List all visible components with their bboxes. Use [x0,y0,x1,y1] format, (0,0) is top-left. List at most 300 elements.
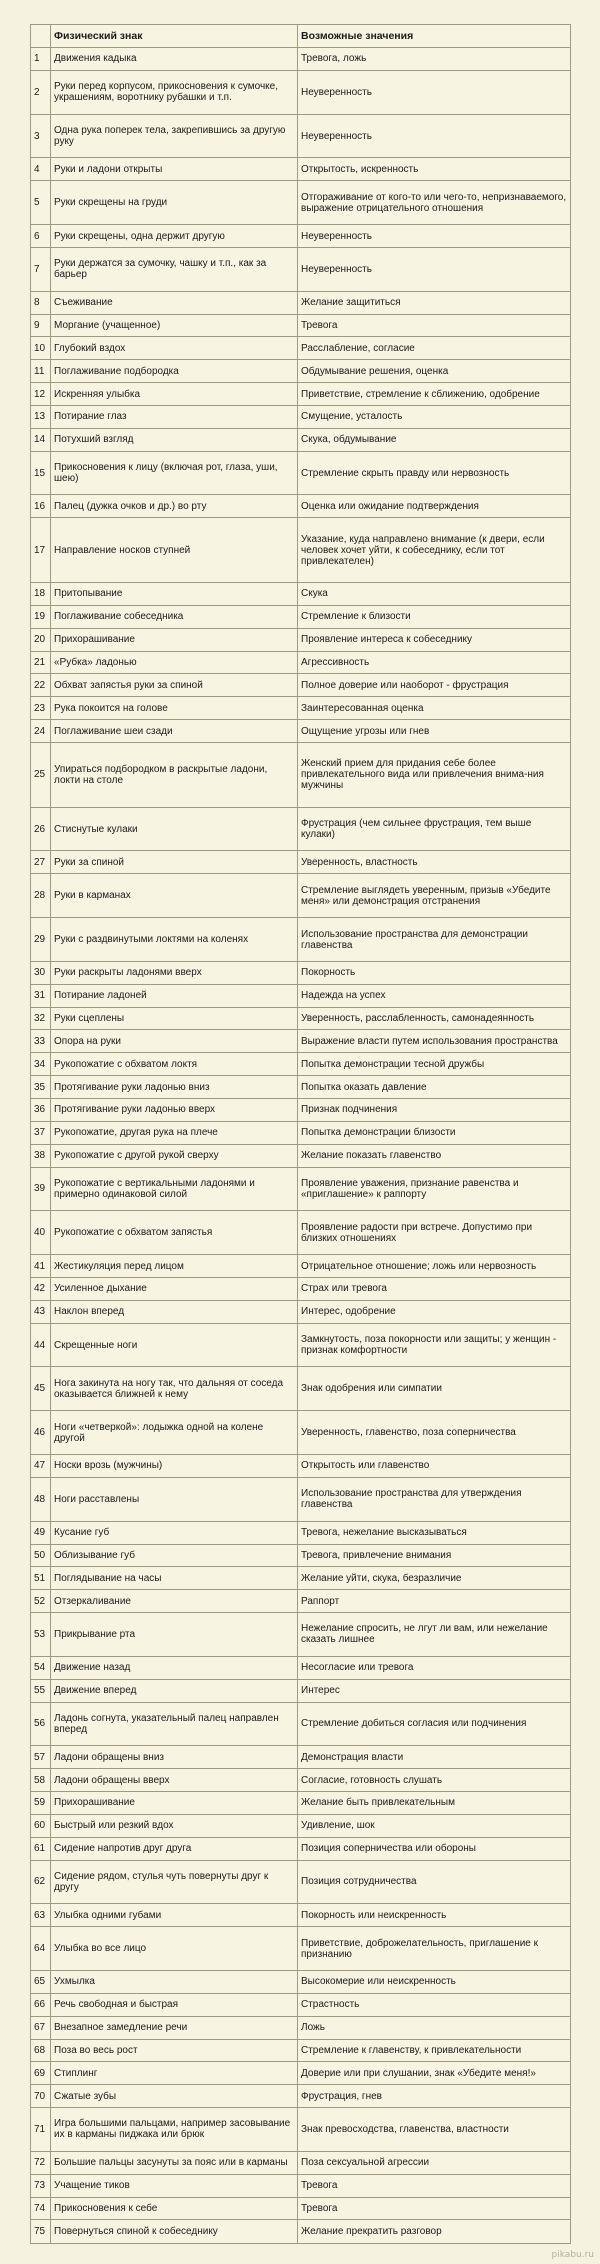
row-number: 20 [31,628,51,651]
table-row [31,1255,571,1278]
row-number: 4 [31,158,51,181]
table-row [31,1860,571,1904]
physical-sign-cell: Игра большими пальцами, например засовывание их в карманы пиджака или брюк [51,2108,298,2152]
physical-sign-cell: Сжатые зубы [51,2085,298,2108]
physical-sign-cell: «Рубка» ладонью [51,651,298,674]
possible-meaning-cell: Страх или тревога [298,1277,571,1300]
physical-sign-cell: Внезапное замедление речи [51,2016,298,2039]
possible-meaning-cell: Ощущение угрозы или гнев [298,720,571,743]
physical-sign-cell: Речь свободная и быстрая [51,1993,298,2016]
physical-sign-cell: Прихорашивание [51,1792,298,1815]
row-number: 14 [31,428,51,451]
row-number: 28 [31,874,51,918]
possible-meaning-cell: Желание показать главенство [298,1144,571,1167]
possible-meaning-cell: Агрессивность [298,651,571,674]
row-number: 8 [31,291,51,314]
table-row [31,2197,571,2220]
physical-sign-cell: Ухмылка [51,1970,298,1993]
row-number: 9 [31,314,51,337]
row-number: 44 [31,1323,51,1367]
row-number: 35 [31,1076,51,1099]
possible-meaning-cell: Тревога [298,2197,571,2220]
row-number: 40 [31,1211,51,1255]
table-row [31,1769,571,1792]
table-row [31,314,571,337]
physical-sign-cell: Движение назад [51,1656,298,1679]
possible-meaning-cell: Попытка демонстрации близости [298,1121,571,1144]
physical-sign-cell: Руки держатся за сумочку, чашку и т.п., как за барьер [51,247,298,291]
row-number: 70 [31,2085,51,2108]
table-row [31,70,571,114]
table-row [31,583,571,606]
possible-meaning-cell: Использование пространства для демонстрации главенства [298,918,571,962]
physical-sign-cell: Глубокий вздох [51,337,298,360]
physical-sign-cell: Руки за спиной [51,851,298,874]
row-number: 58 [31,1769,51,1792]
table-row [31,2220,571,2244]
row-number: 24 [31,720,51,743]
physical-sign-cell: Рукопожатие с вертикальными ладонями и примерно одинаковой силой [51,1167,298,1211]
possible-meaning-cell: Позиция соперничества или обороны [298,1837,571,1860]
table-row [31,1746,571,1769]
table-row [31,1993,571,2016]
table-row [31,1076,571,1099]
table-row [31,742,571,807]
table-row [31,1030,571,1053]
physical-sign-cell: Рука покоится на голове [51,697,298,720]
physical-sign-cell: Движение вперед [51,1679,298,1702]
table-row [31,1590,571,1613]
possible-meaning-cell: Скука, обдумывание [298,428,571,451]
table-row [31,518,571,583]
physical-sign-cell: Нога закинута на ногу так, что дальняя от соседа оказывается ближней к нему [51,1367,298,1411]
physical-sign-cell: Носки врозь (мужчины) [51,1455,298,1478]
possible-meaning-cell: Нежелание спросить, не лгут ли вам, или нежелание сказать лишнее [298,1613,571,1657]
table-row [31,1567,571,1590]
table-row [31,1970,571,1993]
possible-meaning-cell: Поза сексуальной агрессии [298,2151,571,2174]
possible-meaning-cell: Отгораживание от кого-то или чего-то, непризнаваемого, выражение отрицательного отношения [298,181,571,225]
row-number: 38 [31,1144,51,1167]
table-row [31,1927,571,1971]
row-number: 10 [31,337,51,360]
physical-sign-cell: Стиплинг [51,2062,298,2085]
table-row [31,1613,571,1657]
row-number: 37 [31,1121,51,1144]
possible-meaning-cell: Желание прекратить разговор [298,2220,571,2244]
table-row [31,1656,571,1679]
table-row [31,1277,571,1300]
physical-sign-cell: Прихорашивание [51,628,298,651]
table-row [31,1211,571,1255]
possible-meaning-cell: Покорность [298,961,571,984]
row-number: 49 [31,1521,51,1544]
physical-sign-cell: Ладони обращены вниз [51,1746,298,1769]
table-row [31,807,571,851]
physical-sign-cell: Руки в карманах [51,874,298,918]
physical-sign-cell: Упираться подбородком в раскрытые ладони, локти на столе [51,742,298,807]
physical-sign-cell: Моргание (учащенное) [51,314,298,337]
row-number: 12 [31,383,51,406]
row-number: 57 [31,1746,51,1769]
row-number: 27 [31,851,51,874]
physical-sign-cell: Направление носков ступней [51,518,298,583]
possible-meaning-cell: Стремление скрыть правду или нервозность [298,451,571,495]
table-row [31,628,571,651]
possible-meaning-cell: Попытка оказать давление [298,1076,571,1099]
possible-meaning-cell: Неуверенность [298,70,571,114]
physical-sign-cell: Руки сцеплены [51,1007,298,1030]
possible-meaning-cell: Неуверенность [298,114,571,158]
row-number: 17 [31,518,51,583]
row-number: 64 [31,1927,51,1971]
possible-meaning-cell: Замкнутость, поза покорности или защиты; у женщин - признак комфортности [298,1323,571,1367]
physical-sign-cell: Рукопожатие с обхватом запястья [51,1211,298,1255]
table-row [31,2085,571,2108]
row-number: 2 [31,70,51,114]
row-number: 50 [31,1544,51,1567]
site-watermark: pikabu.ru [551,2250,594,2260]
table-row [31,1367,571,1411]
possible-meaning-cell: Желание защититься [298,291,571,314]
possible-meaning-cell: Стремление к близости [298,605,571,628]
row-number: 73 [31,2174,51,2197]
table-row [31,1455,571,1478]
possible-meaning-cell: Ложь [298,2016,571,2039]
possible-meaning-cell: Указание, куда направлено внимание (к двери, если человек хочет уйти, к собеседнику, если тот привлекателен) [298,518,571,583]
table-row [31,961,571,984]
possible-meaning-cell: Проявление радости при встрече. Допустимо при близких отношениях [298,1211,571,1255]
possible-meaning-cell: Обдумывание решения, оценка [298,360,571,383]
physical-sign-cell: Прикрывание рта [51,1613,298,1657]
table-row [31,1300,571,1323]
possible-meaning-cell: Неуверенность [298,247,571,291]
row-number: 1 [31,48,51,71]
possible-meaning-cell: Уверенность, властность [298,851,571,874]
physical-sign-cell: Наклон вперед [51,1300,298,1323]
possible-meaning-cell: Тревога, нежелание высказываться [298,1521,571,1544]
possible-meaning-cell: Признак подчинения [298,1098,571,1121]
physical-sign-cell: Руки и ладони открыты [51,158,298,181]
table-row [31,874,571,918]
possible-meaning-cell: Оценка или ожидание подтверждения [298,495,571,518]
table-row [31,360,571,383]
physical-sign-cell: Рукопожатие с обхватом локтя [51,1053,298,1076]
row-number: 56 [31,1702,51,1746]
possible-meaning-cell: Стремление добиться согласия или подчинения [298,1702,571,1746]
physical-sign-cell: Руки перед корпусом, прикосновения к сумочке, украшениям, воротнику рубашки и т.п. [51,70,298,114]
possible-meaning-cell: Демонстрация власти [298,1746,571,1769]
possible-meaning-cell: Выражение власти путем использования пространства [298,1030,571,1053]
table-row [31,984,571,1007]
physical-sign-cell: Руки скрещены на груди [51,181,298,225]
table-row [31,851,571,874]
possible-meaning-cell: Знак превосходства, главенства, властности [298,2108,571,2152]
row-number: 45 [31,1367,51,1411]
physical-sign-cell: Поглаживание собеседника [51,605,298,628]
row-number: 60 [31,1814,51,1837]
physical-sign-cell: Поза во весь рост [51,2039,298,2062]
row-number: 66 [31,1993,51,2016]
row-number: 33 [31,1030,51,1053]
physical-sign-cell: Протягивание руки ладонью вверх [51,1098,298,1121]
table-row [31,2151,571,2174]
table-row [31,1007,571,1030]
physical-sign-cell: Одна рука поперек тела, закрепившись за другую руку [51,114,298,158]
physical-sign-cell: Поглядывание на часы [51,1567,298,1590]
row-number: 7 [31,247,51,291]
table-row [31,1098,571,1121]
possible-meaning-cell: Удивление, шок [298,1814,571,1837]
physical-sign-cell: Руки с раздвинутыми локтями на коленях [51,918,298,962]
possible-meaning-cell: Расслабление, согласие [298,337,571,360]
row-number: 43 [31,1300,51,1323]
table-row [31,1837,571,1860]
possible-meaning-cell: Согласие, готовность слушать [298,1769,571,1792]
physical-sign-cell: Движения кадыка [51,48,298,71]
physical-sign-cell: Рукопожатие, другая рука на плече [51,1121,298,1144]
possible-meaning-cell: Заинтересованная оценка [298,697,571,720]
table-row [31,2016,571,2039]
possible-meaning-cell: Позиция сотрудничества [298,1860,571,1904]
possible-meaning-cell: Знак одобрения или симпатии [298,1367,571,1411]
row-number: 34 [31,1053,51,1076]
row-number: 51 [31,1567,51,1590]
possible-meaning-cell: Высокомерие или неискренность [298,1970,571,1993]
physical-sign-cell: Сидение рядом, стулья чуть повернуты друг к другу [51,1860,298,1904]
row-number: 54 [31,1656,51,1679]
physical-sign-cell: Руки раскрыты ладонями вверх [51,961,298,984]
row-number: 67 [31,2016,51,2039]
row-number: 18 [31,583,51,606]
physical-sign-cell: Скрещенные ноги [51,1323,298,1367]
table-row [31,674,571,697]
row-number: 23 [31,697,51,720]
possible-meaning-cell: Несогласие или тревога [298,1656,571,1679]
physical-sign-cell: Ноги расставлены [51,1477,298,1521]
possible-meaning-cell: Фрустрация (чем сильнее фрустрация, тем выше кулаки) [298,807,571,851]
table-row [31,2062,571,2085]
physical-sign-cell: Сидение напротив друг друга [51,1837,298,1860]
row-number: 31 [31,984,51,1007]
row-number: 63 [31,1904,51,1927]
header-number [31,25,51,48]
body-language-table [30,24,571,2244]
physical-sign-cell: Протягивание руки ладонью вниз [51,1076,298,1099]
possible-meaning-cell: Уверенность, расслабленность, самонадеянность [298,1007,571,1030]
table-row [31,918,571,962]
physical-sign-cell: Притопывание [51,583,298,606]
header-physical-sign: Физический знак [51,25,298,48]
possible-meaning-cell: Тревога [298,314,571,337]
table-row [31,428,571,451]
physical-sign-cell: Ладони обращены вверх [51,1769,298,1792]
row-number: 21 [31,651,51,674]
table-row [31,158,571,181]
possible-meaning-cell: Приветствие, доброжелательность, приглашение к признанию [298,1927,571,1971]
table-row [31,225,571,248]
row-number: 61 [31,1837,51,1860]
table-row [31,1053,571,1076]
row-number: 48 [31,1477,51,1521]
row-number: 52 [31,1590,51,1613]
possible-meaning-cell: Приветствие, стремление к сближению, одобрение [298,383,571,406]
possible-meaning-cell: Доверие или при слушании, знак «Убедите меня!» [298,2062,571,2085]
row-number: 15 [31,451,51,495]
table-row [31,495,571,518]
row-number: 32 [31,1007,51,1030]
physical-sign-cell: Палец (дужка очков и др.) во рту [51,495,298,518]
possible-meaning-cell: Женский прием для придания себе более привлекательного вида или привлечения внима-ния мужчины [298,742,571,807]
possible-meaning-cell: Уверенность, главенство, поза соперничества [298,1411,571,1455]
table-body [31,48,571,2244]
row-number: 16 [31,495,51,518]
possible-meaning-cell: Надежда на успех [298,984,571,1007]
document-sheet [30,24,570,2244]
row-number: 19 [31,605,51,628]
possible-meaning-cell: Фрустрация, гнев [298,2085,571,2108]
table-row [31,2039,571,2062]
possible-meaning-cell: Отрицательное отношение; ложь или нервозность [298,1255,571,1278]
row-number: 30 [31,961,51,984]
possible-meaning-cell: Интерес [298,1679,571,1702]
row-number: 46 [31,1411,51,1455]
table-row [31,697,571,720]
row-number: 68 [31,2039,51,2062]
physical-sign-cell: Ноги «четверкой»: лодыжка одной на колене другой [51,1411,298,1455]
physical-sign-cell: Потирание ладоней [51,984,298,1007]
table-row [31,1521,571,1544]
row-number: 71 [31,2108,51,2152]
table-row [31,337,571,360]
possible-meaning-cell: Стремление к главенству, к привлекательности [298,2039,571,2062]
possible-meaning-cell: Полное доверие или наоборот - фрустрация [298,674,571,697]
table-row [31,1167,571,1211]
physical-sign-cell: Обхват запястья руки за спиной [51,674,298,697]
possible-meaning-cell: Открытость или главенство [298,1455,571,1478]
row-number: 11 [31,360,51,383]
table-row [31,291,571,314]
row-number: 55 [31,1679,51,1702]
row-number: 74 [31,2197,51,2220]
table-row [31,651,571,674]
table-row [31,720,571,743]
row-number: 59 [31,1792,51,1815]
row-number: 42 [31,1277,51,1300]
physical-sign-cell: Быстрый или резкий вдох [51,1814,298,1837]
row-number: 39 [31,1167,51,1211]
row-number: 29 [31,918,51,962]
possible-meaning-cell: Смущение, усталость [298,405,571,428]
physical-sign-cell: Съеживание [51,291,298,314]
row-number: 36 [31,1098,51,1121]
physical-sign-cell: Повернуться спиной к собеседнику [51,2220,298,2244]
table-row [31,2108,571,2152]
row-number: 53 [31,1613,51,1657]
possible-meaning-cell: Тревога, привлечение внимания [298,1544,571,1567]
table-row [31,1904,571,1927]
table-row [31,1121,571,1144]
table-row [31,1544,571,1567]
table-row [31,383,571,406]
possible-meaning-cell: Использование пространства для утверждения главенства [298,1477,571,1521]
row-number: 26 [31,807,51,851]
row-number: 22 [31,674,51,697]
possible-meaning-cell: Неуверенность [298,225,571,248]
possible-meaning-cell: Проявление интереса к собеседнику [298,628,571,651]
row-number: 47 [31,1455,51,1478]
table-header-row [31,25,571,48]
possible-meaning-cell: Желание уйти, скука, безразличие [298,1567,571,1590]
header-possible-meanings: Возможные значения [298,25,571,48]
possible-meaning-cell: Желание быть привлекательным [298,1792,571,1815]
physical-sign-cell: Потирание глаз [51,405,298,428]
row-number: 25 [31,742,51,807]
table-row [31,1144,571,1167]
physical-sign-cell: Опора на руки [51,1030,298,1053]
row-number: 41 [31,1255,51,1278]
table-row [31,1792,571,1815]
possible-meaning-cell: Страстность [298,1993,571,2016]
physical-sign-cell: Большие пальцы засунуты за пояс или в карманы [51,2151,298,2174]
physical-sign-cell: Руки скрещены, одна держит другую [51,225,298,248]
row-number: 72 [31,2151,51,2174]
physical-sign-cell: Учащение тиков [51,2174,298,2197]
physical-sign-cell: Улыбка во все лицо [51,1927,298,1971]
row-number: 75 [31,2220,51,2244]
physical-sign-cell: Прикосновения к лицу (включая рот, глаза, уши, шею) [51,451,298,495]
table-row [31,451,571,495]
table-row [31,1814,571,1837]
possible-meaning-cell: Интерес, одобрение [298,1300,571,1323]
physical-sign-cell: Поглаживание подбородка [51,360,298,383]
row-number: 3 [31,114,51,158]
table-row [31,1679,571,1702]
table-row [31,1323,571,1367]
possible-meaning-cell: Проявление уважения, признание равенства и «приглашение» к раппорту [298,1167,571,1211]
physical-sign-cell: Ладонь согнута, указательный палец направлен вперед [51,1702,298,1746]
physical-sign-cell: Улыбка одними губами [51,1904,298,1927]
physical-sign-cell: Кусание губ [51,1521,298,1544]
row-number: 69 [31,2062,51,2085]
table-row [31,1477,571,1521]
physical-sign-cell: Усиленное дыхание [51,1277,298,1300]
possible-meaning-cell: Раппорт [298,1590,571,1613]
table-row [31,247,571,291]
physical-sign-cell: Рукопожатие с другой рукой сверху [51,1144,298,1167]
row-number: 6 [31,225,51,248]
possible-meaning-cell: Стремление выглядеть уверенным, призыв «Убедите меня» или демонстрация отстранения [298,874,571,918]
row-number: 5 [31,181,51,225]
possible-meaning-cell: Покорность или неискренность [298,1904,571,1927]
possible-meaning-cell: Тревога [298,2174,571,2197]
physical-sign-cell: Жестикуляция перед лицом [51,1255,298,1278]
table-row [31,48,571,71]
possible-meaning-cell: Скука [298,583,571,606]
table-row [31,605,571,628]
physical-sign-cell: Потухший взгляд [51,428,298,451]
physical-sign-cell: Стиснутые кулаки [51,807,298,851]
possible-meaning-cell: Тревога, ложь [298,48,571,71]
table-row [31,181,571,225]
table-row [31,1411,571,1455]
table-row [31,2174,571,2197]
physical-sign-cell: Искренняя улыбка [51,383,298,406]
table-row [31,405,571,428]
possible-meaning-cell: Попытка демонстрации тесной дружбы [298,1053,571,1076]
physical-sign-cell: Облизывание губ [51,1544,298,1567]
row-number: 62 [31,1860,51,1904]
